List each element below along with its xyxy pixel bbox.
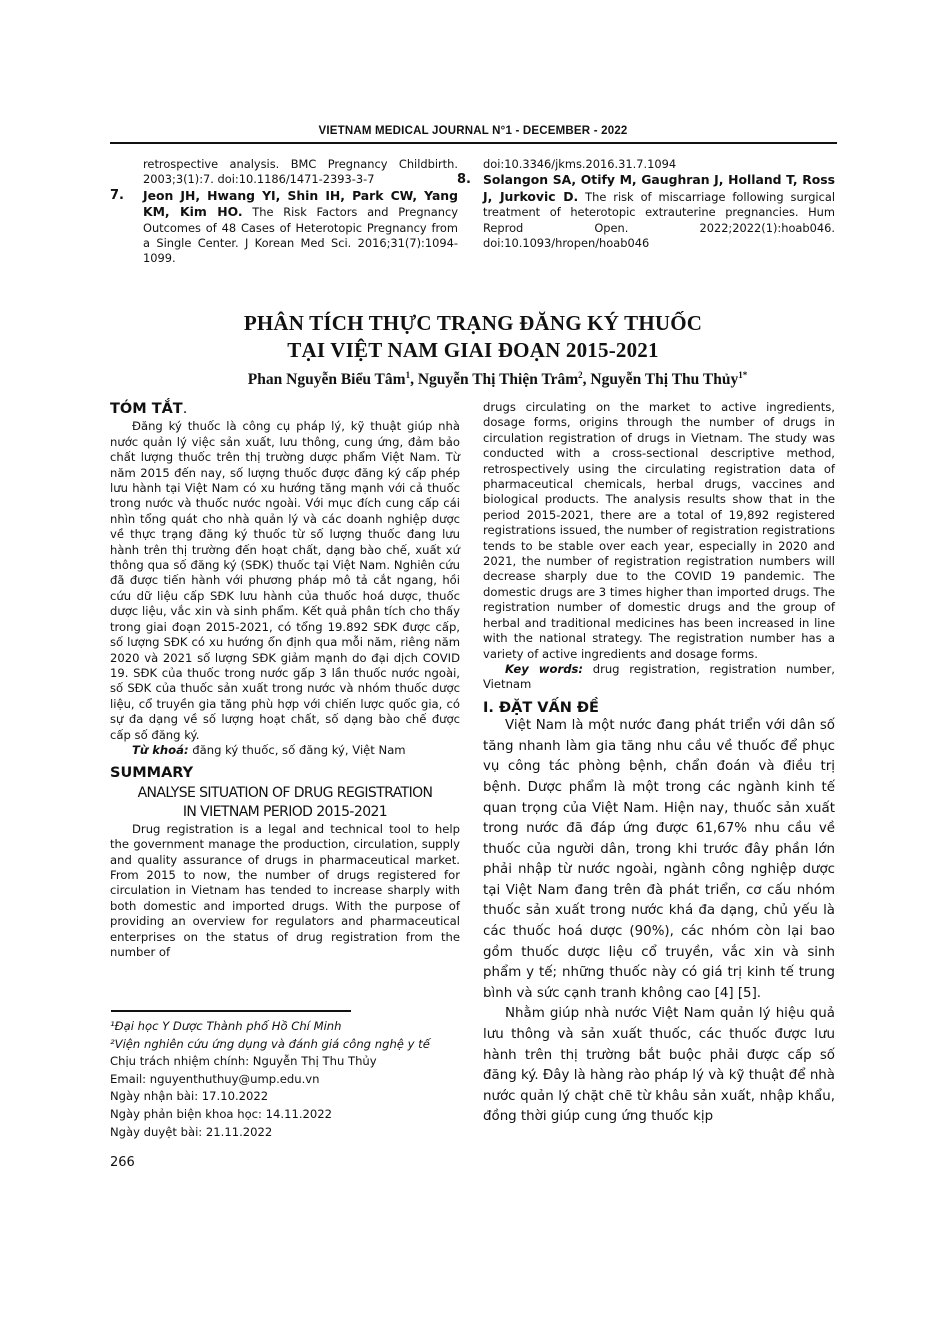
affiliation-1: ¹Đại học Y Dược Thành phố Hồ Chí Minh <box>110 1019 342 1033</box>
heading-period: . <box>182 401 188 417</box>
corresponding-author: Chịu trách nhiệm chính: Nguyễn Thị Thu Thủy <box>110 1054 377 1069</box>
author-list <box>110 370 845 389</box>
reference-continued: doi:10.3346/jkms.2016.31.7.1094 <box>483 157 677 171</box>
summary-heading: SUMMARY <box>110 765 194 782</box>
section-heading: I. ĐẶT VẤN ĐỀ <box>483 699 599 716</box>
author-name: Nguyễn Thị Thu Thủy <box>590 371 739 389</box>
article-title <box>110 310 836 364</box>
section-paragraph: Việt Nam là một nước đang phát triển với dân số tăng nhanh làm gia tăng nhu cầu về thuốc để phục vụ công tác phòng bệnh, chẩn đoán và điều trị bệnh. Dược phẩm là một trong các ngành kinh tế quan trọng của Việt Nam. Hiện nay, thuốc sản xuất trong nước đã đáp ứng được 61,67% nhu cầu về thuốc của người dân, trong khi trước đây phần lớn phải nhập từ nước ngoài, ngành công nghiệp dược tại Việt Nam đang trên đà phát triển, cơ cấu nhóm thuốc sản xuất trong nước khá đa dạng, chủ yếu là các thuốc hoá dược (90%), các nhóm còn lại bao gồm thuốc dược liệu cổ truyền, vắc xin và sinh phẩm y tế; những thuốc này có giá trị kinh tế trung bình và sức cạnh tranh không cao [4] [5]. <box>483 718 835 1001</box>
keywords-text: drug registration, registration number, Vietnam <box>483 661 835 692</box>
abstract-vi-heading-text: TÓM TẮT <box>110 401 183 417</box>
author-separator: , <box>582 371 591 389</box>
keywords-label: Key words: <box>505 661 584 676</box>
author-separator: , <box>410 371 418 389</box>
left-column <box>110 402 460 960</box>
reference-continued: retrospective analysis. BMC Pregnancy Childbirth. 2003;3(1):7. doi:10.1186/1471-2393-3-7 <box>143 157 458 187</box>
author-name: Nguyễn Thị Thiện Trâm <box>417 371 579 389</box>
author-affiliation-mark: 2 <box>578 370 583 380</box>
author-name: Phan Nguyễn Biểu Tâm <box>247 371 406 389</box>
email[interactable]: Email: nguyenthuthuy@ump.edu.vn <box>110 1071 320 1086</box>
journal-header: VIETNAM MEDICAL JOURNAL N°1 - DECEMBER - 2022 <box>318 125 628 137</box>
reference-item <box>457 172 835 251</box>
title-line-1: PHÂN TÍCH THỰC TRẠNG ĐĂNG KÝ THUỐC <box>243 311 703 335</box>
right-column <box>483 400 835 1128</box>
reference-text: The risk of miscarriage following surgical treatment of heterotopic extrauterine pregnancies. Hum Reprod Open. 2022;2022(1):hoab046. doi:10.1093/hropen/hoab046 <box>483 189 835 251</box>
affiliation-2: ²Viện nghiên cứu ứng dụng và đánh giá công nghệ y tế <box>110 1036 430 1051</box>
date-received: Ngày nhận bài: 17.10.2022 <box>110 1089 269 1104</box>
keywords-label: Từ khoá: <box>132 742 189 757</box>
summary-title-line-2: IN VIETNAM PERIOD 2015-2021 <box>182 803 388 820</box>
keywords-text: đăng ký thuốc, số đăng ký, Việt Nam <box>188 742 406 757</box>
author-affiliation-mark: 1 <box>405 370 411 380</box>
title-line-2: TẠI VIỆT NAM GIAI ĐOẠN 2015-2021 <box>287 338 659 362</box>
abstract-vi-keywords <box>110 743 460 758</box>
date-reviewed: Ngày phản biện khoa học: 14.11.2022 <box>110 1106 333 1121</box>
section-paragraph: Nhằm giúp nhà nước Việt Nam quản lý hiệu quả lưu thông và sản xuất thuốc, các thuốc được lưu hành trên thị trường bắt buộc phải được cấp số đăng ký. Đây là hàng rào pháp lý và kỹ thuật để nhà nước quản lý chặt chẽ từ khâu sản xuất, nhập khẩu, đồng thời giúp cung ứng thuốc kịp <box>483 1006 835 1125</box>
reference-item <box>110 188 458 267</box>
footnotes <box>110 1018 470 1141</box>
reference-authors: Jeon JH, Hwang YI, Shin IH, Park CW, Yang KM, Kim HO. <box>143 187 458 220</box>
reference-body <box>483 172 835 251</box>
summary-keywords <box>483 662 835 693</box>
author-affiliation-mark: 1* <box>738 370 748 380</box>
reference-number: 7. <box>110 187 124 203</box>
reference-body <box>143 188 458 267</box>
reference-text: The Risk Factors and Pregnancy Outcomes of 48 Cases of Heterotopic Pregnancy from a Single Center. J Korean Med Sci. 2016;31(7):1094-1099. <box>143 205 458 266</box>
abstract-vi-body: Đăng ký thuốc là công cụ pháp lý, kỹ thuật giúp nhà nước quản lý việc sản xuất, lưu thông, cung ứng, đảm bảo chất lượng thuốc trên thị trường dược phẩm Việt Nam. Từ năm 2015 đến nay, số lượng thuốc được đăng ký cấp phép lưu hành tại Việt Nam có xu hướng tăng mạnh với cả thuốc trong nước và thuốc nước ngoài. Với mục đích cung cấp cái nhìn tổng quát cho nhà quản lý và các doanh nghiệp dược về thực trạng đăng ký thuốc từ số lượng thuốc đang lưu hành trên thị trường đến hoạt chất, dạng bào chế, xuất xứ thông qua số đăng ký (SĐK) thuốc tại Việt Nam. Nghiên cứu đã được tiến hành với phương pháp mô tả cắt ngang, hồi cứu dữ liệu cấp SĐK lưu hành của thuốc hoá dược, thuốc dược liệu, vắc xin và sinh phẩm. Kết quả phân tích cho thấy trong giai đoạn 2015-2021, có tổng 19.892 SĐK được cấp, số lượng SĐK có xu hướng ổn định qua mỗi năm, riêng năm 2020 và 2021 số lượng SĐK giảm mạnh do đại dịch COVID 19. SĐK của thuốc trong nước gấp 3 lần thuốc nước ngoài, số SĐK của thuốc sản xuất trong nước và nhóm thuốc dược liệu, cổ truyền gia tăng phù hợp với chiến lược quốc gia, có sự đa dạng về số lượng hoạt chất, số dạng bào chế được cấp số đăng ký. <box>110 419 460 742</box>
summary-title-line-1: ANALYSE SITUATION OF DRUG REGISTRATION <box>137 784 433 801</box>
abstract-vi-heading <box>110 402 460 417</box>
references-left <box>110 157 458 267</box>
summary-title <box>110 784 460 822</box>
page-number: 266 <box>110 1155 135 1170</box>
header-divider <box>110 142 837 144</box>
reference-number: 8. <box>457 172 471 188</box>
reference-authors: Solangon SA, Otify M, Gaughran J, Holland T, Ross J, Jurkovic D. <box>483 172 835 204</box>
footnote-divider <box>111 1010 351 1012</box>
summary-body-continued: drugs circulating on the market to active ingredients, dosage forms, origins through the number of drugs in circulation registration of drugs in Vietnam. The study was conducted with a cross-sectional descriptive method, retrospectively using the circulating registration data of pharmaceutical chemicals, herbal drugs, vaccines and biological products. The analysis results show that in the period 2015-2021, there are a total of 19,892 registered registrations issued, the number of registration registrations tends to be stable over each year, especially in 2020 and 2021, the number of registration registration numbers will decrease sharply due to the COVID 19 pandemic. The domestic drugs are 3 times higher than imported drugs. The registration number of domestic drugs and the group of herbal and traditional medicines has been increased in line with the national strategy. The registration number has a variety of active ingredients and dosage forms. <box>483 400 835 661</box>
references-right <box>457 157 835 251</box>
date-accepted: Ngày duyệt bài: 21.11.2022 <box>110 1124 273 1139</box>
summary-body: Drug registration is a legal and technical tool to help the government manage the production, circulation, supply and quality assurance of drugs in pharmaceutical market. From 2015 to now, the number of drugs registered for circulation in Vietnam has tended to increase sharply with both domestic and imported drugs. With the purpose of providing an overview for regulators and pharmaceutical enterprises on the status of drug registration from the number of <box>110 821 460 959</box>
